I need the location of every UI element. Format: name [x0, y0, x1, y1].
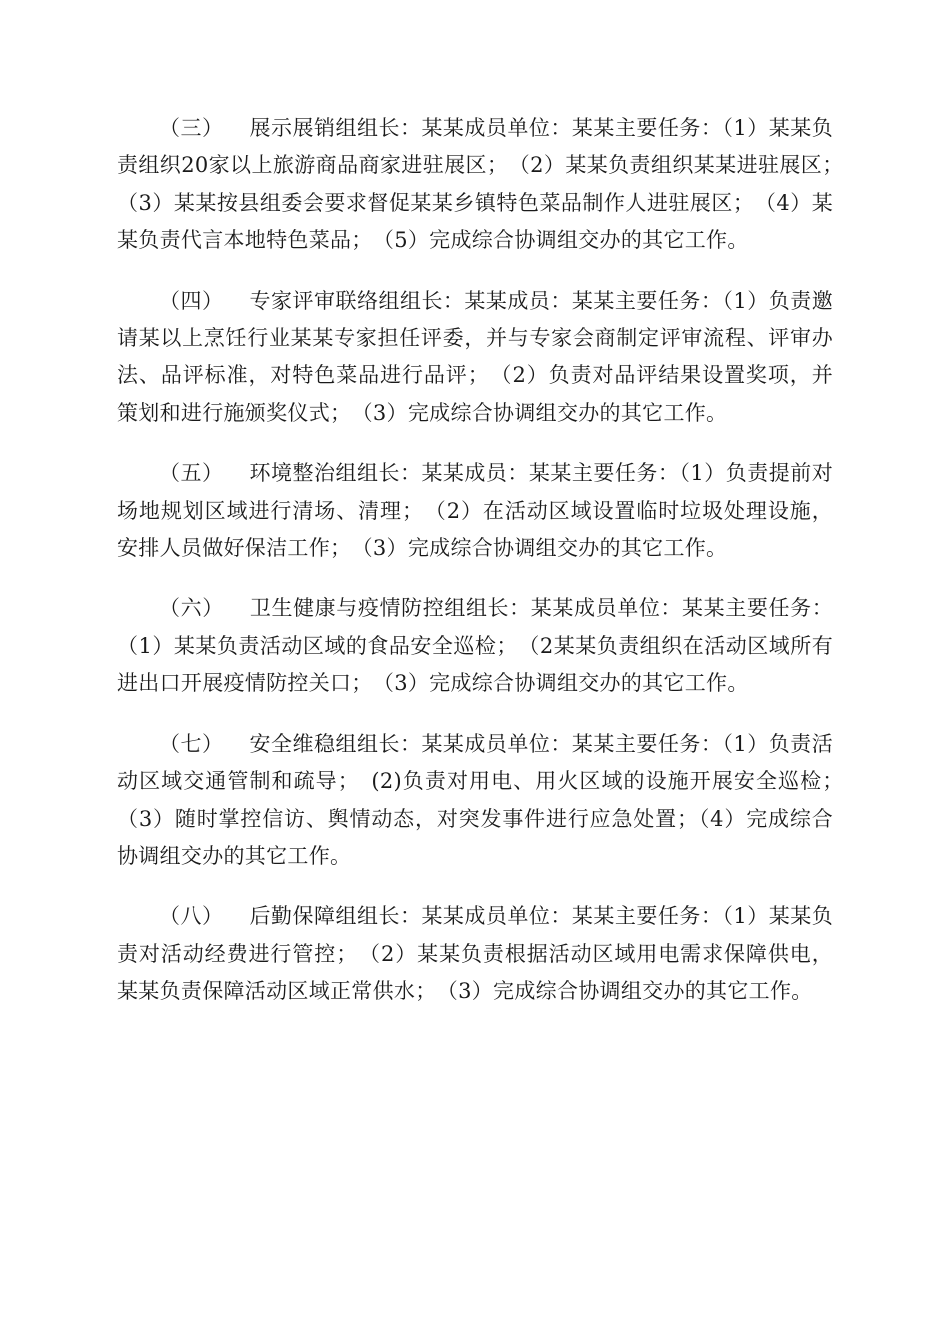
- section-text: 后勤保障组组长：某某成员单位：某某主要任务：（1）某某负责对活动经费进行管控； （2）某某负责根据活动区域用电需求保障供电，某某负责保障活动区域正常供水； （3）完成综合协调组交办的其它工作。: [117, 904, 833, 1004]
- paragraph-section-8: [117, 898, 833, 1010]
- section-text: 专家评审联络组组长：某某成员：某某主要任务：（1）负责邀请某以上烹饪行业某某专家担任评委，并与专家会商制定评审流程、评审办法、品评标准，对特色菜品进行品评； （2）负责对品评结果设置奖项，并策划和进行施颁奖仪式； （3）完成综合协调组交办的其它工作。: [117, 288, 833, 425]
- document-body: [117, 110, 855, 1034]
- paragraph-section-5: [117, 455, 833, 567]
- paragraph-section-4: [117, 283, 833, 433]
- paragraph-section-6: [117, 590, 833, 702]
- section-text: 展示展销组组长：某某成员单位：某某主要任务：（1）某某负责组织20家以上旅游商品商家进驻展区； （2）某某负责组织某某进驻展区； （3）某某按县组委会要求督促某某乡镇特色菜品制作人进驻展区； （4）某某负责代言本地特色菜品； （5）完成综合协调组交办的其它工作。: [117, 116, 855, 253]
- paragraph-section-3: [117, 110, 855, 260]
- section-text: 环境整治组组长：某某成员：某某主要任务：（1）负责提前对场地规划区域进行清场、清理； （2）在活动区域设置临时垃圾处理设施，安排人员做好保洁工作； （3）完成综合协调组交办的其它工作。: [117, 461, 833, 561]
- paragraph-section-7: [117, 726, 855, 876]
- section-number: （三）: [159, 116, 224, 140]
- section-text: 卫生健康与疫情防控组组长：某某成员单位：某某主要任务：（1）某某负责活动区域的食品安全巡检； （2某某负责组织在活动区域所有进出口开展疫情防控关口； （3）完成综合协调组交办的其它工作。: [117, 596, 833, 696]
- section-text: 安全维稳组组长：某某成员单位：某某主要任务：（1）负责活动区域交通管制和疏导； (2)负责对用电、用火区域的设施开展安全巡检； （3）随时掌控信访、舆情动态，对突发事件进行应急处置；（4）完成综合协调组交办的其它工作。: [117, 731, 855, 868]
- section-number: （四）: [159, 288, 224, 313]
- section-number: （七）: [159, 731, 224, 756]
- section-number: （六）: [159, 596, 224, 621]
- section-number: （八）: [159, 904, 224, 929]
- section-number: （五）: [159, 461, 224, 486]
